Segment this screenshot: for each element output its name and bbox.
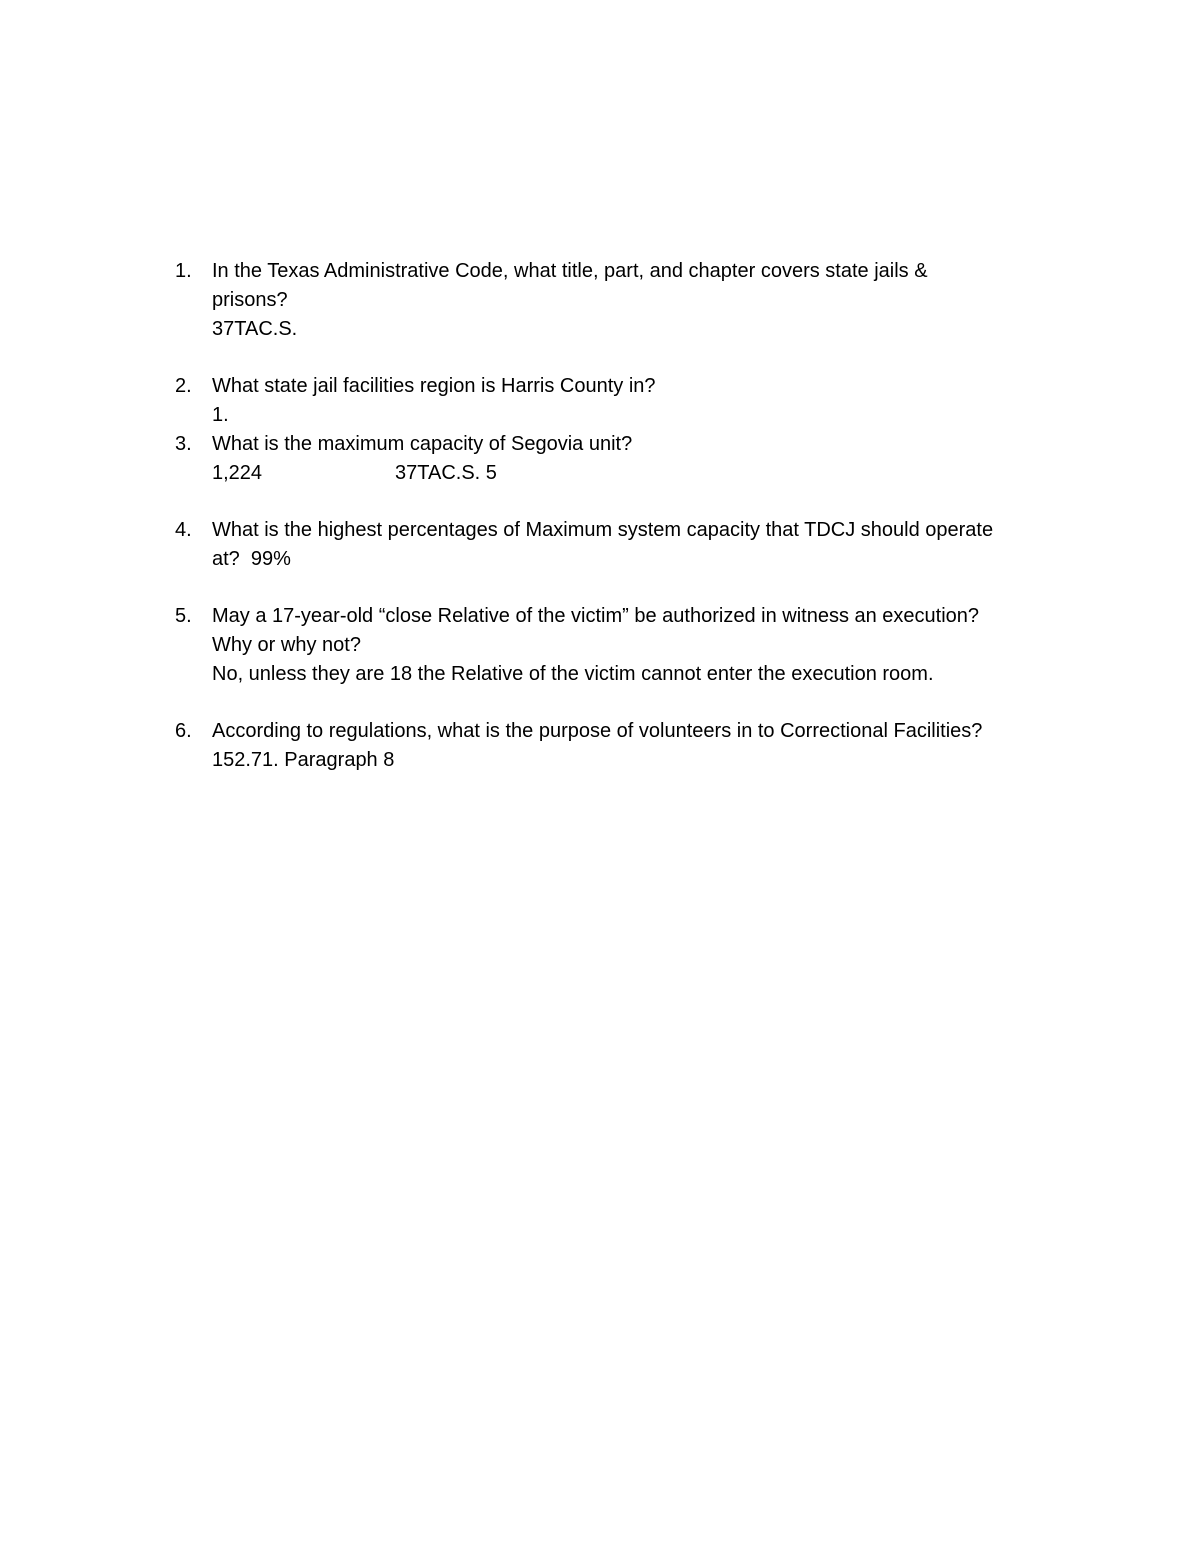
question-text-line: What is the maximum capacity of Segovia unit? xyxy=(212,433,633,455)
question-number: 3. xyxy=(175,433,192,455)
question-item-5 xyxy=(175,602,1075,689)
question-text-line: What is the highest percentages of Maximum system capacity that TDCJ should operate xyxy=(212,519,994,541)
question-item-2 xyxy=(175,372,1075,430)
question-item-6 xyxy=(175,717,1075,775)
answer-text: 1,224 xyxy=(212,462,263,484)
question-number: 6. xyxy=(175,720,192,742)
answer-text: 1. xyxy=(212,404,229,426)
question-text-line: prisons? xyxy=(212,289,288,311)
question-text-line: In the Texas Administrative Code, what title, part, and chapter covers state jails & xyxy=(212,260,928,282)
answer-text: No, unless they are 18 the Relative of the victim cannot enter the execution room. xyxy=(212,663,934,685)
question-text-line: Why or why not? xyxy=(212,634,361,656)
answer-reference: 37TAC.S. 5 xyxy=(395,462,497,484)
question-number: 4. xyxy=(175,519,192,541)
question-text-line: May a 17-year-old “close Relative of the victim” be authorized in witness an execution? xyxy=(212,605,980,627)
question-number: 2. xyxy=(175,375,192,397)
answer-row xyxy=(212,459,1075,488)
question-item-1 xyxy=(175,257,1075,344)
question-number: 1. xyxy=(175,260,192,282)
question-list xyxy=(175,257,1075,775)
question-text-line: According to regulations, what is the purpose of volunteers in to Correctional Facilities? xyxy=(212,720,983,742)
answer-text: 37TAC.S. xyxy=(212,318,298,340)
question-text-line: at? 99% xyxy=(212,548,291,570)
question-text-line: What state jail facilities region is Harris County in? xyxy=(212,375,656,397)
answer-text: 152.71. Paragraph 8 xyxy=(212,749,395,771)
question-number: 5. xyxy=(175,605,192,627)
question-item-3 xyxy=(175,430,1075,488)
question-item-4 xyxy=(175,516,1075,574)
